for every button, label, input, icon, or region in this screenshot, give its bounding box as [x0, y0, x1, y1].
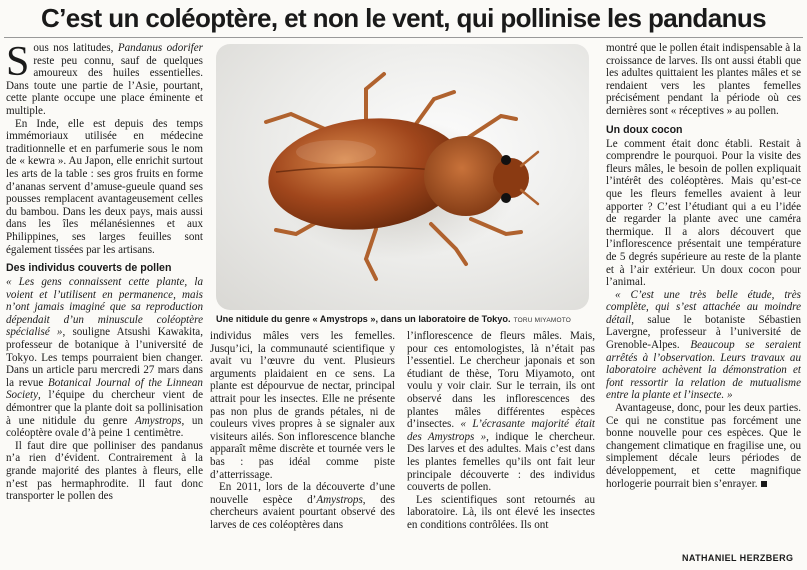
beetle-icon [216, 44, 589, 310]
paragraph: « Les gens connaissent cette plante, la voient et l’utilisent en permanence, mais n’ont jamais imaginé que sa reproduction dépendait d’un minuscule coléoptère spécialisé », souligne Atsushi Kawakita, professeur de botanique à l’université de Tokyo. Les temps pourraient bien changer. Dans un article paru mercredi 27 mars dans la revue Botanical Journal of the Linnean Society, l’équipe du chercheur vient de démontrer que la plante doit sa pollinisation à une nitidule du genre Amystrops, un coléoptère ovale d’à peine 1 centimètre. [6, 276, 203, 440]
paragraph: individus mâles vers les femelles. Jusqu’ici, la communauté scientifique y avait vu l’œuvre du vent. Plusieurs arguments plaidaient en ce sens. La plante est dépourvue de nectar, principal attrait pour les insectes. Elle ne présente pas non plus de grands pétales, ni de couleurs vives propres à se signaler aux visiteurs ailés. Son inflorescence blanche apparaît même discrète et tournée vers le bas : pas idéal comme piste d’atterrissage. [210, 330, 395, 481]
caption-text: Une nitidule du genre « Amystrops », dans un laboratoire de Tokyo. [216, 314, 511, 324]
author-byline: NATHANIEL HERZBERG [682, 553, 794, 563]
paragraph: montré que le pollen était indispensable à la croissance de larves. Ils ont aussi établi que les adultes quittaient les plantes mâles et se rendaient vers les plantes femelles précisément pendant la période où ces dernières sont « réceptives » au pollen. [606, 42, 801, 117]
paragraph: Les scientifiques sont retournés au laboratoire. Là, ils ont élevé les insectes en conditions contrôlées. Ils ont [407, 493, 595, 531]
article-column-1 [6, 42, 203, 570]
paragraph: « C’est une très belle étude, très complète, qui s’est attachée au moindre détail, salue le botaniste Sébastien Lavergne, professeur à l’université de Grenoble-Alpes. Beaucoup se seraient arrêtés à l’observation. Leurs travaux au laboratoire achèvent la démonstration et font ressortir la relation de mutualisme entre la plante et l’insecte. » [606, 288, 801, 402]
headline: C’est un coléoptère, et non le vent, qui pollinise les pandanus [41, 3, 766, 33]
paragraph: Avantageuse, donc, pour les deux parties. Ce qui ne constitue pas forcément une bonne nouvelle pour ces espèces. Que le changement climatique en fragilise une, ou simplement décale leurs périodes de développement, et cette magnifique horlogerie pourrait bien s’enrayer. [606, 402, 801, 490]
paragraph: Il faut dire que polliniser des pandanus n’a rien d’évident. Contrairement à la grande majorité des plantes à fleurs, elle n’est pas hermaphrodite. Il faut donc transporter le pollen des [6, 439, 203, 503]
paragraph: En 2011, lors de la découverte d’une nouvelle espèce d’Amystrops, des chercheurs avaient pourtant observé des larves de ces coléoptères dans [210, 481, 395, 531]
article-column-4 [606, 42, 801, 550]
paragraph: Le comment était donc établi. Restait à comprendre le pourquoi. Pour la visite des fleurs mâles, le besoin de pollen expliquait l’intérêt des coléoptères. Mais qu’est-ce que les fleurs femelles avaient à leur apporter ? C’est l’étudiant qui a eu l’idée de regarder la plante avec une caméra thermique. Il a alors découvert que l’inflorescence présentait une température de 5 degrés supérieure au reste de la plante et à l’air extérieur. Un doux cocon pour l’animal. [606, 137, 801, 289]
paragraph: l’inflorescence de fleurs mâles. Mais, pour ces entomologistes, là n’était pas l’essentiel. Le chercheur japonais et son étudiant de thèse, Toru Miyamoto, ont voulu y voir clair. Sur le terrain, ils ont observé dans les inflorescences des plantes mâles différentes espèces d’insectes. « L’écrasante majorité était des Amystrops », indique le chercheur. Des larves et des adultes. Mais c’est dans les plantes femelles qu’ils ont fait leur principale découverte : des individus couverts de pollen. [407, 330, 595, 494]
subheading: Un doux cocon [606, 123, 683, 136]
subheading: Des individus couverts de pollen [6, 262, 172, 275]
photo-caption [216, 313, 596, 327]
drop-cap: S [6, 42, 30, 85]
photo-credit: TORU MIYAMOTO [513, 317, 572, 324]
top-divider [4, 37, 803, 38]
article-column-3 [407, 330, 595, 570]
paragraph: En Inde, elle est depuis des temps immémoriaux utilisée en médecine traditionnelle et en parfumerie sous le nom de « kewra ». Au Japon, elle enrichit surtout les arts de la table : ses gros fruits en forme d’ananas servent d’amuse-gueule quand ses pousses remplacent avantageusement celles du bambou. Dans les deux pays, mais aussi dans les îles mélanésiennes et aux Philippines, ses larges feuilles sont également tissées par les artisans. [6, 117, 203, 256]
beetle-photo [216, 44, 589, 310]
end-mark-icon [761, 481, 767, 487]
article-column-2 [210, 330, 395, 570]
intro-paragraph: Sous nos latitudes, Pandanus odorifer reste peu connu, sauf de quelques amoureux des huiles essentielles. Dans toute une partie de l’Asie, pourtant, cette plante occupe une place éminente et multiple. [6, 42, 203, 117]
